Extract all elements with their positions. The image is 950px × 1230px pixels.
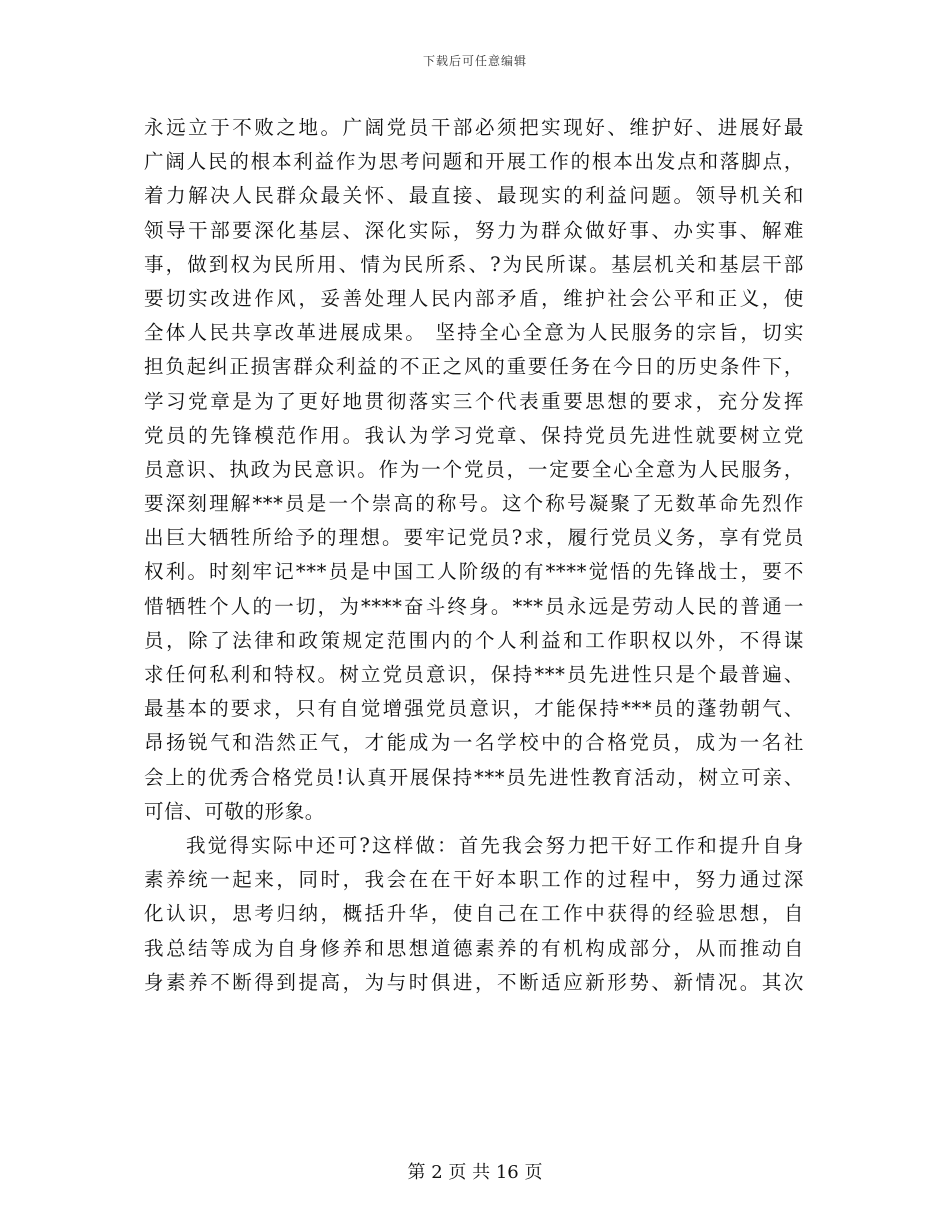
text-line: 昂扬锐气和浩然正气，才能成为一名学校中的合格党员，成为一名社 xyxy=(144,731,804,755)
text-line: 事，做到权为民所用、情为民所系、?为民所谋。基层机关和基层干部 xyxy=(144,252,804,276)
text-line: 可信、可敬的形象。 xyxy=(144,799,325,823)
text-line: 领导干部要深化基层、深化实际，努力为群众做好事、办实事、解难 xyxy=(144,218,804,242)
text-line: 广阔人民的根本利益作为思考问题和开展工作的根本出发点和落脚点， xyxy=(144,150,804,174)
text-line: 员，除了法律和政策规定范围内的个人利益和工作职权以外，不得谋 xyxy=(144,628,804,652)
text-line: 会上的优秀合格党员!认真开展保持***员先进性教育活动，树立可亲、 xyxy=(144,765,804,789)
text-line: 出巨大牺牲所给予的理想。要牢记党员?求，履行党员义务，享有党员 xyxy=(144,526,804,550)
text-line: 我总结等成为自身修养和思想道德素养的有机构成部分，从而推动自 xyxy=(144,936,804,960)
text-line: 要深刻理解***员是一个崇高的称号。这个称号凝聚了无数革命先烈作 xyxy=(144,492,804,516)
text-line: 着力解决人民群众最关怀、最直接、最现实的利益问题。领导机关和 xyxy=(144,184,804,208)
text-line: 要切实改进作风，妥善处理人民内部矛盾，维护社会公平和正义，使 xyxy=(144,286,804,310)
document-body xyxy=(144,111,804,1000)
page-header: 下载后可任意编辑 xyxy=(422,54,527,68)
text-line: 化认识，思考归纳，概括升华，使自己在工作中获得的经验思想，自 xyxy=(144,902,804,926)
text-line: 求任何私利和特权。树立党员意识，保持***员先进性只是个最普遍、 xyxy=(144,663,804,686)
text-line: 担负起纠正损害群众利益的不正之风的重要任务在今日的历史条件下， xyxy=(144,355,804,379)
page-footer: 第 2 页 共 16 页 xyxy=(407,1162,543,1183)
text-line: 学习党章是为了更好地贯彻落实三个代表重要思想的要求，充分发挥 xyxy=(144,389,804,413)
text-line: 员意识、执政为民意识。作为一个党员，一定要全心全意为人民服务， xyxy=(144,457,804,481)
text-line: 身素养不断得到提高，为与时俱进，不断适应新形势、新情况。其次 xyxy=(144,970,804,994)
text-line: 全体人民共享改革进展成果。 坚持全心全意为人民服务的宗旨，切实 xyxy=(144,321,804,345)
text-line: 素养统一起来，同时，我会在在干好本职工作的过程中，努力通过深 xyxy=(144,868,804,892)
text-line: 永远立于不败之地。广阔党员干部必须把实现好、维护好、进展好最 xyxy=(144,116,804,139)
text-line: 惜牺牲个人的一切，为****奋斗终身。***员永远是劳动人民的普通一 xyxy=(144,594,804,618)
text-line: 我觉得实际中还可?这样做：首先我会努力把干好工作和提升自身 xyxy=(186,833,804,857)
text-line: 最基本的要求，只有自觉增强党员意识，才能保持***员的蓬勃朝气、 xyxy=(144,697,804,721)
text-line: 权利。时刻牢记***员是中国工人阶级的有****觉悟的先锋战士，要不 xyxy=(144,560,804,584)
text-line: 党员的先锋模范作用。我认为学习党章、保持党员先进性就要树立党 xyxy=(144,423,804,447)
